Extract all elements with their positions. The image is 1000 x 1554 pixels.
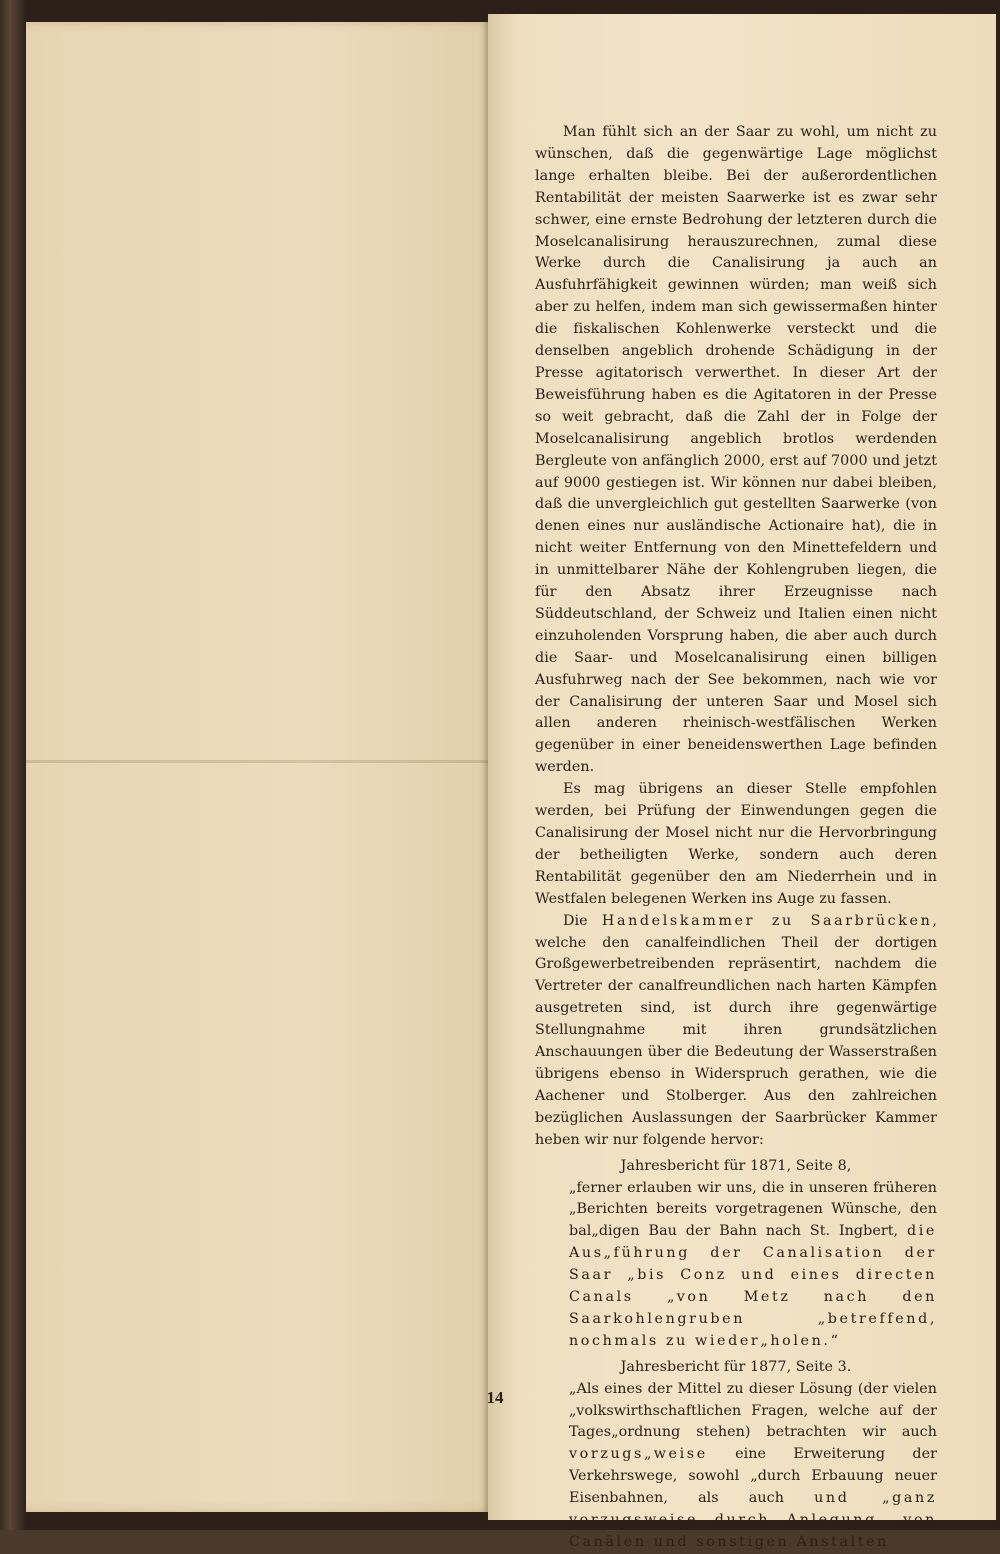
citation-2-text-d: und „ganz vorzugsweise durch Anlegung „von Canälen und sonstigen Anstalten — [569, 1490, 937, 1550]
paragraph-3-lead: Die — [563, 912, 602, 929]
paragraph-3 — [535, 911, 937, 1152]
paragraph-2: Es mag übrigens an dieser Stelle empfohlen werden, bei Prüfung der Einwendungen gegen die Canalisirung der Mosel nicht nur die Hervorbringung der betheiligten Werke, sondern auch deren Rentabilität gegenüber den am Niederrhein und in Westfalen belegenen Werken ins Auge zu fassen. — [535, 781, 937, 907]
paragraph-3-rest: , welche den canalfeindlichen Theil der dortigen Großgewerbetreibenden repräsentirt, nachdem die Vertreter der canalfreundlichen nach harten Kämpfen ausgetreten sind, ist durch ihre gegenwärtige Stellungnahme mit ihren grundsätzlichen Anschauungen über die Bedeutung der Wasserstraßen übrigens ebenso in Widerspruch gerathen, wie die Aachener und Stolberger. Aus den zahlreichen bezüglichen Auslassungen der Saarbrücker Kammer heben wir nur folgende hervor: — [535, 912, 937, 1148]
citation-2-text-a: „Als eines der Mittel zu dieser Lösung (der vielen „volkswirthschaftlichen Fragen, welche auf der Tages„ordnung stehen) betrachten wir auch — [569, 1380, 937, 1441]
left-page-blank — [26, 22, 496, 1512]
citation-1-text-a: „ferner erlauben wir uns, die in unseren früheren „Berichten bereits vorgetragenen Wünsche, den bal„digen Bau der Bahn nach St. Ingbert, — [569, 1179, 937, 1240]
citation-2-heading: Jahresbericht für 1877, Seite 3. — [620, 1358, 852, 1375]
body-text — [535, 122, 937, 1554]
citation-2-text-c: eine Erweiterung der Verkehrswege, sowohl „durch Erbauung neuer Eisenbahnen, als auch — [569, 1446, 937, 1507]
paragraph-1: Man fühlt sich an der Saar zu wohl, um nicht zu wünschen, daß die gegenwärtige Lage möglichst lange erhalten bleibe. Bei der außerordentlichen Rentabilität der meisten Saarwerke ist es zwar sehr schwer, eine ernste Bedrohung der letzteren durch die Moselcanalisirung herauszurechnen, zumal diese Werke durch die Canalisirung ja auch an Ausfuhrfähigkeit gewinnen würden; man weiß sich aber zu helfen, indem man sich gewissermaßen hinter die fiskalischen Kohlenwerke versteckt und die denselben angeblich drohende Schädigung in der Presse agitatorisch verwerthet. In dieser Art der Beweisführung haben es die Agitatoren in der Presse so weit gebracht, daß die Zahl der in Folge der Moselcanalisirung angeblich brotlos werdenden Bergleute von anfänglich 2000, erst auf 7000 und jetzt auf 9000 gestiegen ist. Wir können nur dabei bleiben, daß die unvergleichlich gut gestellten Saarwerke (von denen eines nur ausländische Actionaire hat), die in nicht weiter Entfernung von den Minettefeldern und in unmittelbarer Nähe der Kohlengruben liegen, die für den Absatz ihrer Erzeugnisse nach Süddeutschland, der Schweiz und Italien einen nicht einzuholenden Vorsprung haben, die aber auch durch die Saar- und Moselcanalisirung einen billigen Ausfuhrweg nach der See bekommen, nach wie vor der Canalisirung der unteren Saar und Mosel sich allen anderen rheinisch-westfälischen Werken gegenüber in einer beneidenswerthen Lage befinden werden. — [535, 124, 937, 776]
citation-1-text — [535, 1178, 937, 1353]
page-number: 14 — [486, 1388, 504, 1407]
citation-1-text-spaced: die Aus„führung der Canalisation der Saar „bis Conz und eines directen Canals „von Metz nach den Saarkohlengruben „betreffend, nochmals zu wieder„holen.“ — [569, 1223, 937, 1349]
page-fold — [26, 760, 496, 763]
paragraph-3-spaced: Handelskammer zu Saarbrücken — [601, 912, 933, 929]
citation-2-text — [535, 1379, 937, 1554]
citation-1-heading: Jahresbericht für 1871, Seite 8, — [620, 1157, 852, 1174]
citation-2-text-b: vorzugs„weise — [569, 1446, 708, 1463]
